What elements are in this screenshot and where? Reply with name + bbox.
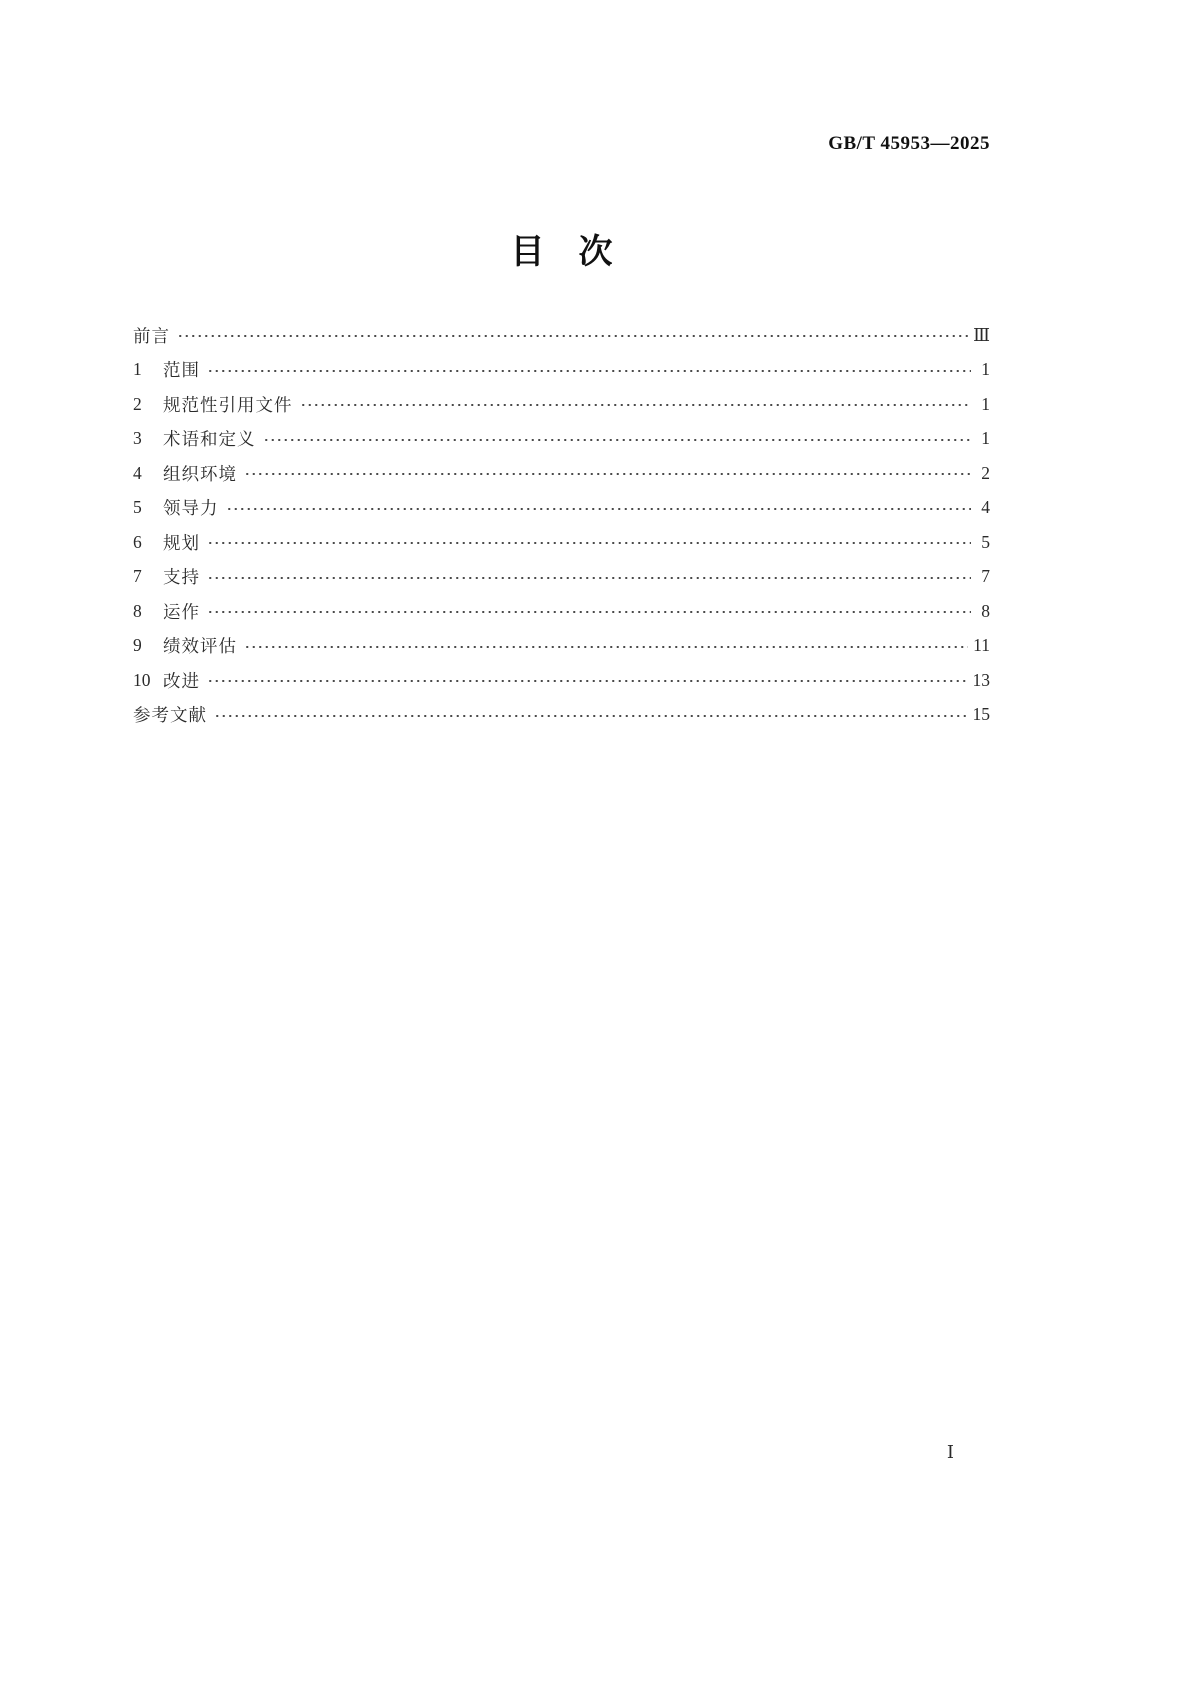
dot-leader — [244, 467, 971, 481]
dot-leader — [214, 709, 968, 723]
toc-entry-page: 2 — [981, 462, 990, 483]
dot-leader — [177, 329, 968, 343]
toc-row — [133, 387, 990, 422]
dot-leader — [244, 640, 968, 654]
toc-entry-page: 5 — [981, 531, 990, 552]
toc-entry-page: 1 — [981, 359, 990, 380]
toc-row — [133, 525, 990, 560]
toc-entry-page: 1 — [981, 428, 990, 449]
toc-entry-number: 2 — [133, 393, 142, 414]
toc-entry-page: 8 — [981, 600, 990, 621]
toc-row — [133, 491, 990, 526]
toc-row — [133, 560, 990, 595]
toc-entry-title: 支持 — [163, 567, 200, 588]
dot-leader — [263, 433, 972, 447]
toc-entry-number: 10 — [133, 669, 151, 690]
toc-row — [133, 422, 990, 457]
toc-entry-title: 规范性引用文件 — [163, 394, 293, 415]
toc-entry-number: 7 — [133, 566, 142, 587]
toc-entry-title: 规划 — [163, 532, 200, 553]
page-title: 目 次 — [510, 233, 613, 271]
dot-leader — [207, 571, 971, 585]
toc-row — [133, 698, 990, 733]
toc-entry-page: Ⅲ — [973, 324, 990, 345]
toc-entry-title: 改进 — [163, 670, 200, 691]
dot-leader — [207, 674, 968, 688]
toc-row — [133, 456, 990, 491]
toc-row — [133, 594, 990, 629]
page-number: Ⅰ — [946, 1442, 954, 1462]
toc-entry-title: 参考文献 — [133, 705, 207, 726]
toc-entry-title: 绩效评估 — [163, 636, 237, 657]
toc-entry-title: 前言 — [133, 325, 170, 346]
toc-entry-page: 11 — [973, 635, 990, 656]
toc-entry-number: 9 — [133, 635, 142, 656]
toc-entry-title: 领导力 — [163, 498, 219, 519]
dot-leader — [207, 605, 971, 619]
dot-leader — [226, 502, 972, 516]
table-of-contents — [133, 318, 990, 732]
toc-entry-title: 运作 — [163, 601, 200, 622]
toc-entry-title: 术语和定义 — [163, 429, 256, 450]
toc-entry-page: 7 — [981, 566, 990, 587]
toc-entry-number: 6 — [133, 531, 142, 552]
toc-row — [133, 353, 990, 388]
dot-leader — [207, 536, 971, 550]
toc-entry-title: 组织环境 — [163, 463, 237, 484]
toc-row — [133, 629, 990, 664]
toc-entry-page: 1 — [981, 393, 990, 414]
toc-entry-number: 3 — [133, 428, 142, 449]
toc-row — [133, 663, 990, 698]
toc-entry-page: 13 — [972, 669, 990, 690]
dot-leader — [300, 398, 972, 412]
toc-entry-number: 4 — [133, 462, 142, 483]
dot-leader — [207, 364, 971, 378]
toc-row — [133, 318, 990, 353]
toc-entry-number: 1 — [133, 359, 142, 380]
standard-number: GB/T 45953—2025 — [828, 133, 990, 154]
toc-entry-number: 8 — [133, 600, 142, 621]
toc-entry-page: 4 — [981, 497, 990, 518]
toc-entry-title: 范围 — [163, 360, 200, 381]
toc-entry-page: 15 — [972, 704, 990, 725]
toc-entry-number: 5 — [133, 497, 142, 518]
